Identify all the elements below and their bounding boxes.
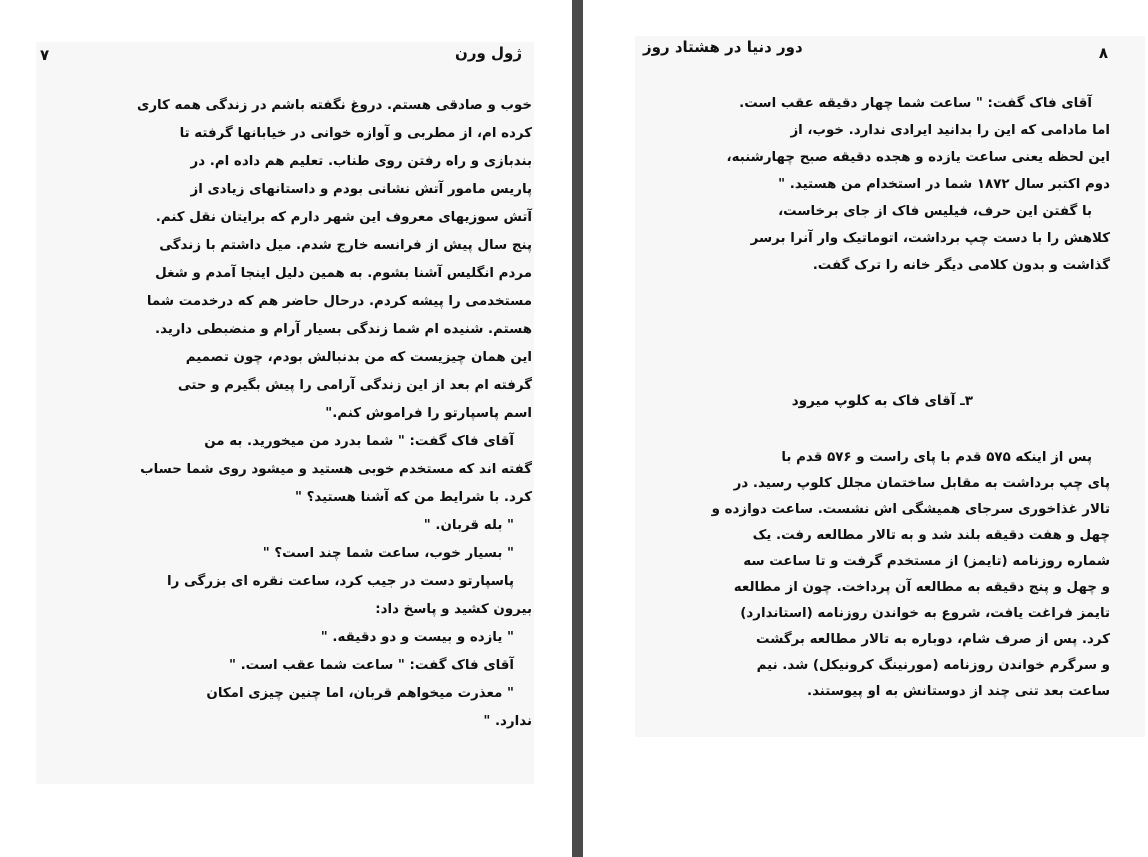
text-line: این لحظه یعنی ساعت یازده و هجده دقیقه صبح چهارشنبه، bbox=[726, 150, 1110, 165]
left-running-header: ژول ورن bbox=[455, 44, 522, 62]
text-line: آقای فاک گفت: " شما بدرد من میخورید. به من bbox=[204, 434, 514, 449]
right-page bbox=[583, 0, 1148, 857]
text-line: شماره روزنامه (تایمز) از مستخدم گرفت و تا ساعت سه bbox=[743, 554, 1110, 569]
text-line: ساعت بعد تنی چند از دوستانش به او پیوستند. bbox=[806, 684, 1110, 699]
text-line: آقای فاک گفت: " ساعت شما چهار دقیقه عقب است. bbox=[739, 96, 1092, 111]
left-page bbox=[0, 0, 572, 857]
text-line: کرد. با شرایط من که آشنا هستید؟ " bbox=[294, 490, 532, 505]
section-title: ۳ـ آقای فاک به کلوپ میرود bbox=[791, 393, 973, 409]
right-paragraph-1 bbox=[610, 96, 1110, 296]
text-line: پای چپ برداشت به مقابل ساختمان مجلل کلوپ رسید. در bbox=[733, 476, 1110, 491]
text-line: تایمز فراغت یافت، شروع به خواندن روزنامه (استاندارد) bbox=[740, 606, 1110, 621]
text-line: ندارد. " bbox=[483, 714, 532, 729]
left-page-number: ۷ bbox=[40, 46, 50, 64]
text-line: کلاهش را با دست چپ برداشت، اتوماتیک وار آنرا برسر bbox=[750, 231, 1110, 246]
text-line: کرد. پس از صرف شام، دوباره به تالار مطالعه برگشت bbox=[756, 632, 1110, 647]
text-line: چهل و هفت دقیقه بلند شد و به تالار مطالعه رفت. یک bbox=[752, 528, 1110, 543]
text-line: و چهل و پنج دقیقه به مطالعه آن پرداخت. چون از مطالعه bbox=[733, 580, 1110, 595]
text-line: گفته اند که مستخدم خوبی هستید و میشود روی شما حساب bbox=[140, 462, 532, 477]
text-line: هستم. شنیده ام شما زندگی بسیار آرام و منضبطی دارید. bbox=[155, 322, 532, 337]
text-line: پس از اینکه ۵۷۵ قدم با پای راست و ۵۷۶ قدم با bbox=[781, 450, 1092, 465]
text-line: اسم پاسپارتو را فراموش کنم." bbox=[325, 406, 532, 421]
text-line: " بله قربان. " bbox=[423, 518, 514, 533]
left-page-body bbox=[40, 98, 532, 788]
text-line: آتش سوزیهای معروف این شهر دارم که برایتان نقل کنم. bbox=[155, 210, 532, 225]
text-line: پنج سال پیش از فرانسه خارج شدم. میل داشتم با زندگی bbox=[159, 238, 532, 253]
text-line: این همان چیزیست که من بدنبالش بودم، چون تصمیم bbox=[185, 350, 532, 365]
text-line: مردم انگلیس آشنا بشوم. به همین دلیل اینجا آمدم و شغل bbox=[155, 266, 532, 281]
text-line: مستخدمی را پیشه کردم. درحال حاضر هم که درخدمت شما bbox=[146, 294, 532, 309]
text-line: آقای فاک گفت: " ساعت شما عقب است. " bbox=[228, 658, 514, 673]
text-line: " بسیار خوب، ساعت شما چند است؟ " bbox=[262, 546, 514, 561]
text-line: خوب و صادقی هستم. دروغ نگفته باشم در زندگی همه کاری bbox=[137, 98, 532, 113]
right-running-header: دور دنیا در هشتاد روز bbox=[643, 38, 803, 56]
text-line: " یازده و بیست و دو دقیقه. " bbox=[320, 630, 514, 645]
right-paragraph-2 bbox=[610, 450, 1110, 740]
text-line: با گفتن این حرف، فیلیس فاک از جای برخاست، bbox=[778, 204, 1092, 219]
text-line: دوم اکتبر سال ۱۸۷۲ شما در استخدام من هستید. " bbox=[778, 177, 1110, 192]
text-line: پاریس مامور آتش نشانی بودم و داستانهای زیادی از bbox=[190, 182, 532, 197]
text-line: بندبازی و راه رفتن روی طناب. تعلیم هم داده ام. در bbox=[190, 154, 532, 169]
right-page-number: ۸ bbox=[1098, 44, 1108, 62]
text-line: پاسپارتو دست در جیب کرد، ساعت نقره ای بزرگی را bbox=[167, 574, 514, 589]
text-line: بیرون کشید و پاسخ داد: bbox=[375, 602, 532, 617]
text-line: و سرگرم خواندن روزنامه (مورنینگ کرونیکل) شد. نیم bbox=[756, 658, 1110, 673]
text-line: کرده ام، از مطربی و آوازه خوانی در خیابانها گرفته تا bbox=[179, 126, 532, 141]
book-gutter bbox=[572, 0, 583, 857]
text-line: گذاشت و بدون کلامی دیگر خانه را ترک گفت. bbox=[812, 258, 1110, 273]
text-line: اما مادامی که این را بدانید ایرادی ندارد. خوب، از bbox=[790, 123, 1110, 138]
text-line: " معذرت میخواهم قربان، اما چنین چیزی امکان bbox=[206, 686, 514, 701]
text-line: گرفته ام بعد از این زندگی آرامی را پیش بگیرم و حتی bbox=[177, 378, 532, 393]
text-line: تالار غذاخوری سرجای همیشگی اش نشست. ساعت دوازده و bbox=[711, 502, 1110, 517]
